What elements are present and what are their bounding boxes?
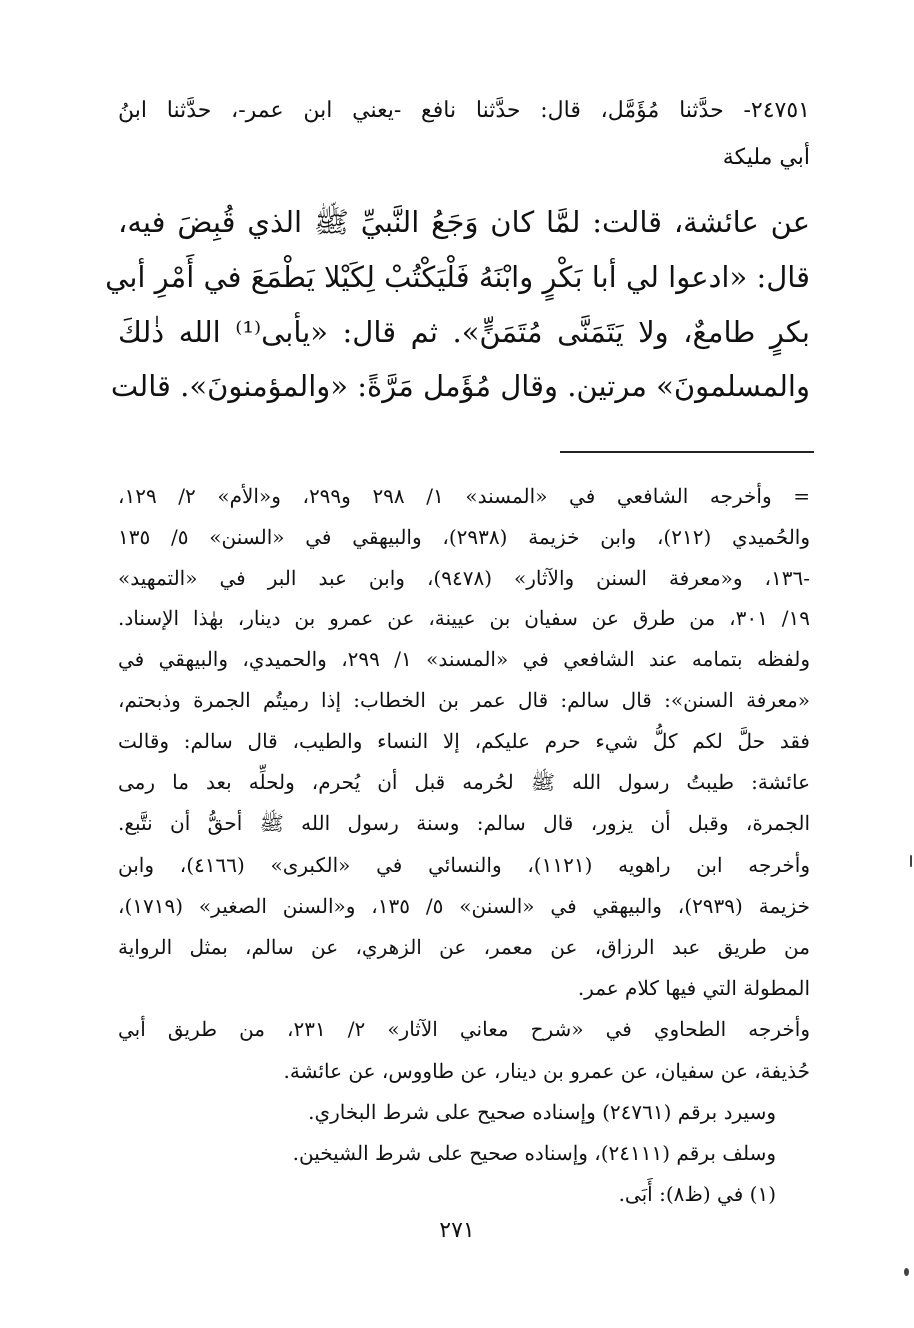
footnote-line: عائشة: طيبتُ رسول الله ﷺ لحُرمه قبل أن يُحرم، ولحلِّه بعد ما رمى [118,770,810,794]
hadith-text-line-1: عن عائشة، قالت: لمَّا كان وَجَعُ النَّبيِّ ﷺ الذي قُبِضَ فيه، [118,205,810,239]
footnote-line: ١٩/ ٣٠١، من طرق عن سفيان بن عيينة، عن عمرو بن دينار، بهٰذا الإسناد. [118,606,810,630]
footnote-line: فقد حلَّ لكم كلُّ شيء حرم عليكم، إلا النساء والطيب، قال سالم: وقالت [118,729,810,753]
footnote-line: من طريق عبد الرزاق، عن معمر، عن الزهري، عن سالم، بمثل الرواية [118,935,810,959]
footnote-line: وأخرجه الطحاوي في «شرح معاني الآثار» ٢/ ٢٣١، من طريق أبي [118,1017,810,1041]
page-number: ٢٧١ [439,1218,475,1243]
footnote-line: -١٣٦، و«معرفة السنن والآثار» (٩٤٧٨)، وابن عبد البر في «التمهيد» [118,566,810,590]
footnote-line: والحُميدي (٢١٢)، وابن خزيمة (٢٩٣٨)، والبيهقي في «السنن» ٥/ ١٣٥ [118,525,811,549]
hadith-heading-line-1: ٢٤٧٥١- حدَّثنا مُؤَمَّل، قال: حدَّثنا نافع -يعني ابن عمر-، حدَّثنا ابنُ [118,98,810,123]
footnote-line: خزيمة (٢٩٣٩)، والبيهقي في «السنن» ٥/ ١٣٥، و«السنن الصغير» (١٧١٩)، [118,894,810,918]
hadith-text-line-4: والمسلمونَ» مرتين. وقال مُؤَمل مَرَّةً: «والمؤمنونَ». قالت [110,369,810,403]
footnote-line: وسيرد برقم (٢٤٧٦١) وإسناده صحيح على شرط البخاري. [308,1100,776,1124]
footnote-separator [560,451,814,453]
footnote-line: ولفظه بتمامه عند الشافعي في «المسند» ١/ ٢٩٩، والحميدي، والبيهقي في [118,647,810,671]
footnote-line: حُذيفة، عن سفيان، عن عمرو بن دينار، عن طاووس، عن عائشة. [283,1059,810,1083]
footnote-line: الجمرة، وقبل أن يزور، قال سالم: وسنة رسول الله ﷺ أحقُّ أن نتَّبع. [118,811,810,835]
footnote-line: «معرفة السنن»: قال سالم: قال عمر بن الخطاب: إذا رميتُم الجمرة وذبحتم، [118,688,810,712]
footnote-line: = وأخرجه الشافعي في «المسند» ١/ ٢٩٨ و٢٩٩، و«الأم» ٢/ ١٢٩، [118,484,810,508]
footnote-line: المطولة التي فيها كلام عمر. [577,976,810,1000]
footnote-line: وسلف برقم (٢٤١١١)، وإسناده صحيح على شرط الشيخين. [292,1141,776,1165]
footnote-line: (١) في (ظ٨): أَبَى. [618,1182,776,1206]
scan-edge-mark [904,1268,909,1276]
hadith-text-line-3: بكرٍ طامعٌ، ولا يَتَمَنَّى مُتَمَنٍّ». ثم قال: «يأبى⁽¹⁾ الله ذٰلكَ [118,315,810,349]
hadith-heading-line-2: أبي مليكة [722,145,810,170]
footnote-line: وأخرجه ابن راهويه (١١٢١)، والنسائي في «الكبرى» (٤١٦٦)، وابن [118,853,810,877]
hadith-text-line-2: قال: «ادعوا لي أبا بَكْرٍ وابْنَهُ فَلْيَكْتُبْ لِكَيْلا يَطْمَعَ في أَمْرِ أبي [105,260,810,294]
scan-edge-mark [910,855,912,867]
